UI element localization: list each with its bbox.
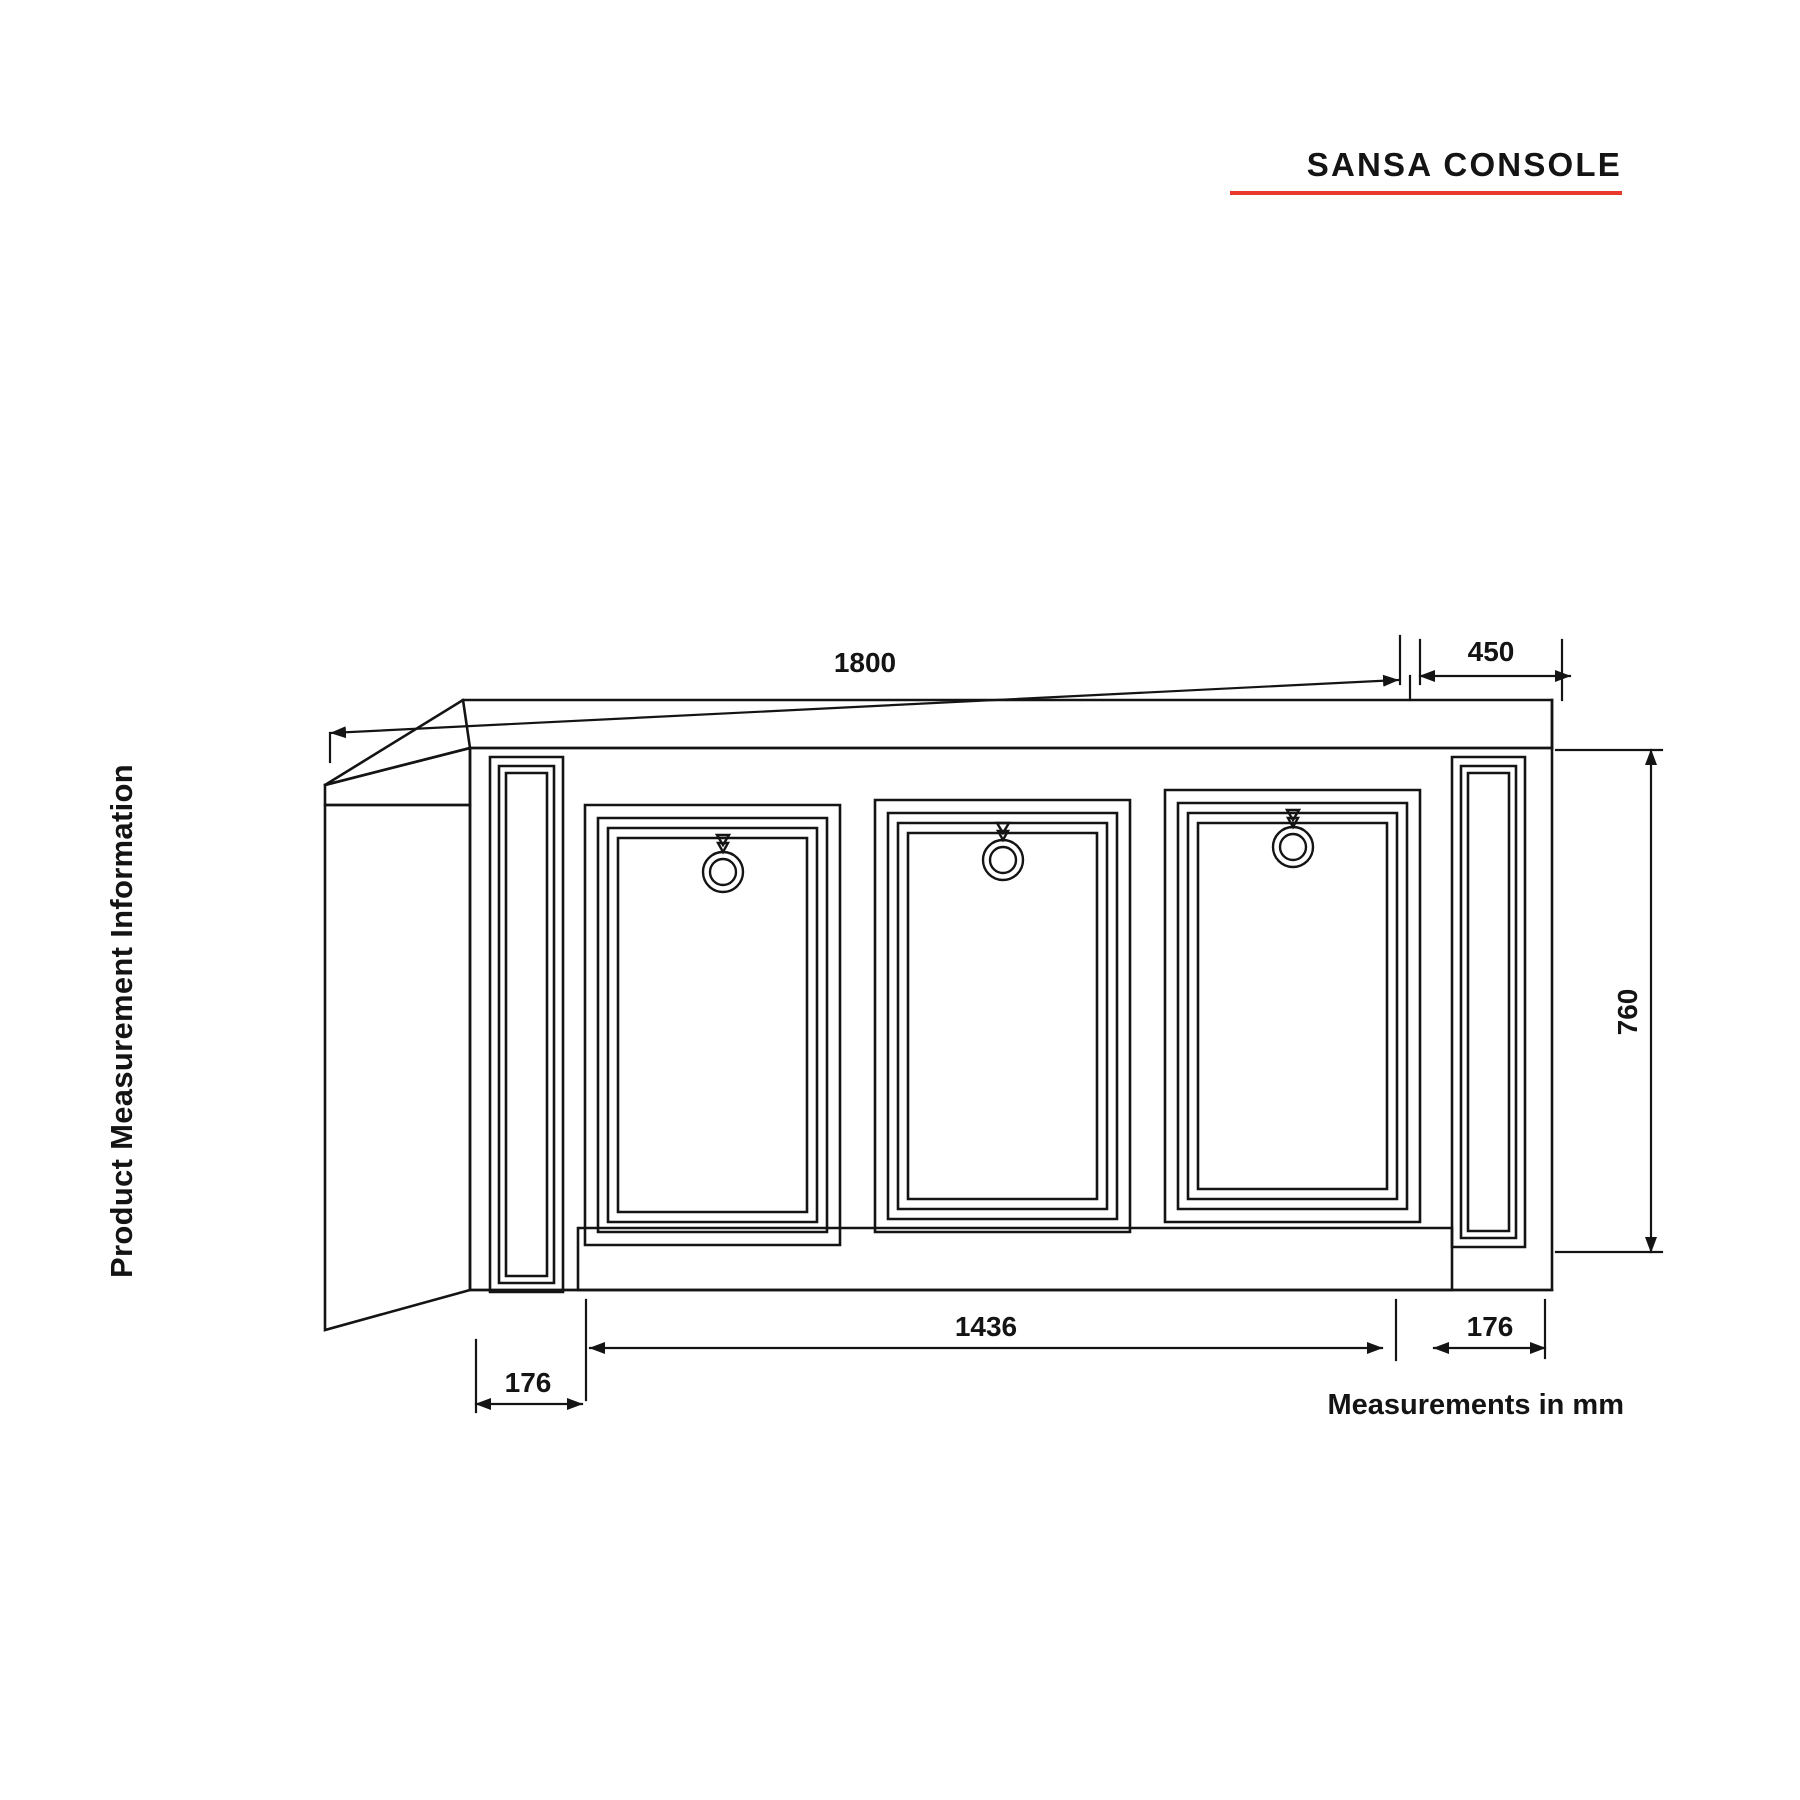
product-title: SANSA CONSOLE (1306, 146, 1622, 183)
dim-depth: 450 (1467, 636, 1515, 667)
dim-door-span: 1436 (954, 1311, 1018, 1342)
left-stile-moulding (490, 757, 563, 1292)
dim-height-total: 760 (1612, 988, 1643, 1036)
base-plinth (470, 1228, 1552, 1290)
handle-center (983, 823, 1023, 880)
dim-width-total: 1800 (833, 647, 897, 678)
handle-right (1273, 810, 1313, 867)
door-center (875, 800, 1130, 1232)
handle-left (703, 835, 743, 892)
dim-side-left: 176 (504, 1367, 552, 1398)
dim-side-right: 176 (1466, 1311, 1514, 1342)
side-caption-label: Product Measurement Information (104, 764, 139, 1278)
door-left (585, 805, 840, 1245)
left-side-panel (325, 805, 470, 1330)
right-stile-moulding (1452, 757, 1525, 1247)
dimension-labels (505, 636, 1643, 1398)
units-note: Measurements in mm (1327, 1389, 1624, 1421)
door-right (1165, 790, 1420, 1222)
